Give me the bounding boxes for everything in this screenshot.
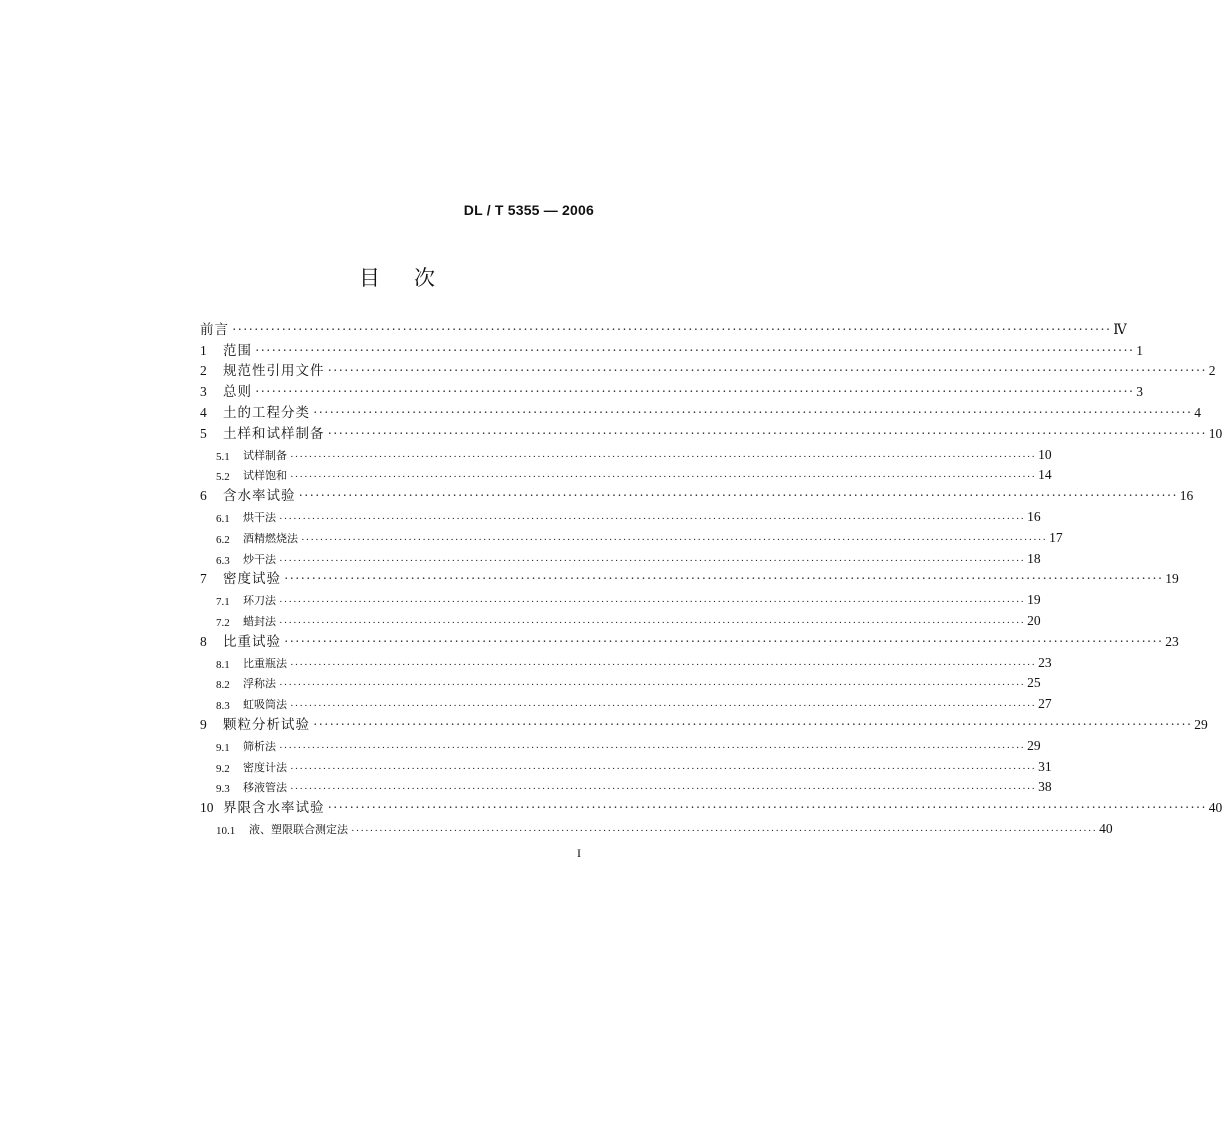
toc-leader-dots: ································································································································································ bbox=[313, 716, 1193, 732]
toc-leader-dots: ································································································································································ bbox=[327, 425, 1207, 441]
toc-entry-label: 虹吸筒法 bbox=[243, 698, 287, 712]
toc-entry-label: 范围 bbox=[223, 342, 252, 359]
toc-leader-dots: ································································································································································ bbox=[290, 450, 1037, 463]
toc-entry-page: 18 bbox=[1027, 550, 1041, 566]
toc-entry-number: 8.2 bbox=[216, 679, 230, 692]
toc-leader-dots: ································································································································································ bbox=[301, 533, 1048, 546]
toc-entry-number: 8 bbox=[200, 633, 207, 649]
toc-entry-label: 含水率试验 bbox=[223, 488, 296, 505]
toc-entry-page: 16 bbox=[1179, 488, 1194, 504]
toc-entry-number: 5 bbox=[200, 425, 207, 441]
toc-entry-number: 7.2 bbox=[216, 616, 230, 629]
toc-entry-number: 7.1 bbox=[216, 596, 230, 609]
toc-entry-number: 8.3 bbox=[216, 700, 230, 713]
toc-entry-page: 4 bbox=[1194, 404, 1202, 420]
toc-entry-page: 23 bbox=[1038, 654, 1052, 670]
toc-entry-label: 炒干法 bbox=[243, 552, 276, 566]
page-title bbox=[0, 262, 794, 292]
toc-entry[interactable] bbox=[200, 691, 1052, 713]
toc-entry-label: 筛析法 bbox=[243, 739, 276, 753]
toc-entry-number: 10.1 bbox=[216, 824, 236, 837]
toc-leader-dots: ································································································································································ bbox=[290, 471, 1037, 484]
toc-entry-number: 6.3 bbox=[216, 554, 230, 567]
toc-leader-dots: ································································································································································ bbox=[279, 596, 1026, 609]
toc-entry[interactable] bbox=[200, 463, 1052, 484]
page-number: I bbox=[577, 846, 581, 860]
toc-entry-number: 6.2 bbox=[216, 533, 230, 546]
toc-entry-number: 2 bbox=[200, 363, 207, 379]
toc-entry-number: 7 bbox=[200, 571, 207, 587]
toc-entry-page: 40 bbox=[1208, 800, 1222, 816]
toc-entry[interactable] bbox=[200, 795, 1222, 817]
toc-entry-number: 3 bbox=[200, 384, 207, 400]
toc-entry-page: 23 bbox=[1165, 633, 1179, 649]
toc-entry-label: 酒精燃烧法 bbox=[243, 531, 298, 545]
toc-entry-label: 浮称法 bbox=[243, 677, 276, 691]
toc-entry-page: 17 bbox=[1049, 529, 1063, 545]
toc-entry-page: 27 bbox=[1038, 696, 1052, 712]
toc-entry[interactable] bbox=[200, 504, 1041, 525]
toc-entry-number: 9.1 bbox=[216, 741, 230, 754]
toc-entry-page: 14 bbox=[1038, 467, 1052, 483]
toc-entry-label: 密度试验 bbox=[223, 571, 281, 588]
toc-entry[interactable] bbox=[200, 629, 1179, 650]
toc-entry-page: 31 bbox=[1038, 758, 1052, 774]
standard-code: DL / T 5355 — 2006 bbox=[463, 202, 594, 218]
toc-entry-label: 颗粒分析试验 bbox=[223, 716, 310, 733]
toc-entry-number: 9.3 bbox=[216, 783, 230, 796]
toc-entry-label: 前言 bbox=[200, 321, 229, 338]
toc-entry-label: 土样和试样制备 bbox=[223, 425, 325, 442]
toc-entry-page: 29 bbox=[1194, 716, 1208, 732]
toc-entry-page: 2 bbox=[1208, 363, 1216, 379]
toc-leader-dots: ································································································································································ bbox=[279, 554, 1026, 567]
toc-entry-label: 密度计法 bbox=[243, 760, 287, 774]
toc-leader-dots: ································································································································································ bbox=[255, 342, 1135, 358]
toc-entry[interactable] bbox=[200, 379, 1144, 401]
toc-entry[interactable] bbox=[200, 671, 1041, 692]
toc-entry-number: 10 bbox=[200, 800, 214, 816]
page-title-right: 次 bbox=[414, 266, 435, 290]
toc-entry-page: 10 bbox=[1038, 446, 1052, 462]
toc-leader-dots: ································································································································································ bbox=[284, 633, 1164, 649]
toc-entry[interactable] bbox=[200, 546, 1041, 567]
toc-leader-dots: ································································································································································ bbox=[327, 363, 1207, 379]
toc-entry-number: 8.1 bbox=[216, 658, 230, 671]
toc-entry-page: 20 bbox=[1027, 612, 1041, 628]
page-title-left: 目 bbox=[359, 266, 380, 290]
toc-leader-dots: ································································································································································ bbox=[290, 658, 1037, 671]
toc-entry-number: 9.2 bbox=[216, 762, 230, 775]
toc-entry[interactable] bbox=[200, 421, 1222, 442]
toc-entry-label: 移液管法 bbox=[243, 781, 287, 795]
toc-entry-label: 比重瓶法 bbox=[243, 656, 287, 670]
toc-leader-dots: ································································································································································ bbox=[313, 404, 1193, 420]
toc-leader-dots: ································································································································································ bbox=[255, 384, 1135, 400]
toc-entry-label: 比重试验 bbox=[223, 633, 281, 650]
toc-entry-number: 9 bbox=[200, 716, 207, 732]
toc-leader-dots: ································································································································································ bbox=[279, 616, 1026, 629]
toc-entry[interactable] bbox=[200, 587, 1041, 609]
toc-leader-dots: ································································································································································ bbox=[351, 824, 1098, 837]
toc-entry-label: 总则 bbox=[223, 384, 252, 401]
toc-entry[interactable] bbox=[200, 608, 1041, 629]
toc-entry-page: 10 bbox=[1208, 425, 1222, 441]
toc-entry-label: 规范性引用文件 bbox=[223, 363, 325, 380]
toc-entry-number: 4 bbox=[200, 404, 207, 420]
toc-entry[interactable] bbox=[200, 317, 1127, 338]
toc-entry-number: 6.1 bbox=[216, 512, 230, 525]
toc-leader-dots: ································································································································································ bbox=[290, 700, 1037, 713]
toc-entry-page: 1 bbox=[1136, 342, 1144, 358]
toc-entry-number: 6 bbox=[200, 488, 207, 504]
toc-entry-page: Ⅳ bbox=[1113, 321, 1127, 337]
toc-leader-dots: ································································································································································ bbox=[279, 512, 1026, 525]
toc-entry-label: 土的工程分类 bbox=[223, 404, 310, 421]
toc-entry-page: 29 bbox=[1027, 737, 1041, 753]
toc-entry-label: 界限含水率试验 bbox=[223, 800, 325, 817]
toc-entry-page: 16 bbox=[1027, 508, 1041, 524]
toc-entry-label: 液、塑限联合测定法 bbox=[249, 822, 348, 836]
toc-entry[interactable] bbox=[200, 567, 1179, 588]
toc-entry[interactable] bbox=[200, 650, 1052, 671]
toc-entry-label: 烘干法 bbox=[243, 510, 276, 524]
toc-entry-page: 19 bbox=[1165, 571, 1179, 587]
toc-entry[interactable] bbox=[200, 712, 1208, 733]
toc-entry-page: 25 bbox=[1027, 675, 1041, 691]
toc-leader-dots: ································································································································································ bbox=[327, 800, 1207, 816]
toc-entry-page: 40 bbox=[1099, 820, 1113, 836]
toc-entry[interactable] bbox=[200, 733, 1041, 754]
toc-entry[interactable] bbox=[200, 338, 1144, 359]
toc-entry-page: 19 bbox=[1027, 592, 1041, 608]
toc-entry[interactable] bbox=[200, 442, 1052, 463]
toc-entry[interactable] bbox=[200, 816, 1113, 837]
toc-leader-dots: ································································································································································ bbox=[279, 679, 1026, 692]
toc-entry[interactable] bbox=[200, 754, 1052, 775]
toc-entry[interactable] bbox=[200, 359, 1216, 380]
toc-entry-page: 38 bbox=[1038, 779, 1052, 795]
toc-entry[interactable] bbox=[200, 400, 1202, 421]
toc-entry[interactable] bbox=[200, 775, 1052, 796]
toc-entry-label: 环刀法 bbox=[243, 594, 276, 608]
toc-leader-dots: ································································································································································ bbox=[232, 321, 1112, 337]
toc-leader-dots: ································································································································································ bbox=[290, 783, 1037, 796]
table-of-contents bbox=[200, 317, 1222, 837]
toc-entry[interactable] bbox=[200, 483, 1194, 505]
toc-entry[interactable] bbox=[200, 525, 1063, 546]
toc-entry-number: 5.2 bbox=[216, 471, 230, 484]
toc-leader-dots: ································································································································································ bbox=[284, 571, 1164, 587]
toc-entry-page: 3 bbox=[1136, 384, 1144, 400]
toc-entry-label: 蜡封法 bbox=[243, 614, 276, 628]
toc-entry-number: 5.1 bbox=[216, 450, 230, 463]
toc-entry-label: 试样制备 bbox=[243, 448, 287, 462]
toc-entry-number: 1 bbox=[200, 342, 207, 358]
toc-leader-dots: ································································································································································ bbox=[290, 762, 1037, 775]
toc-entry-label: 试样饱和 bbox=[243, 469, 287, 483]
toc-leader-dots: ································································································································································ bbox=[298, 488, 1178, 504]
toc-leader-dots: ································································································································································ bbox=[279, 741, 1026, 754]
